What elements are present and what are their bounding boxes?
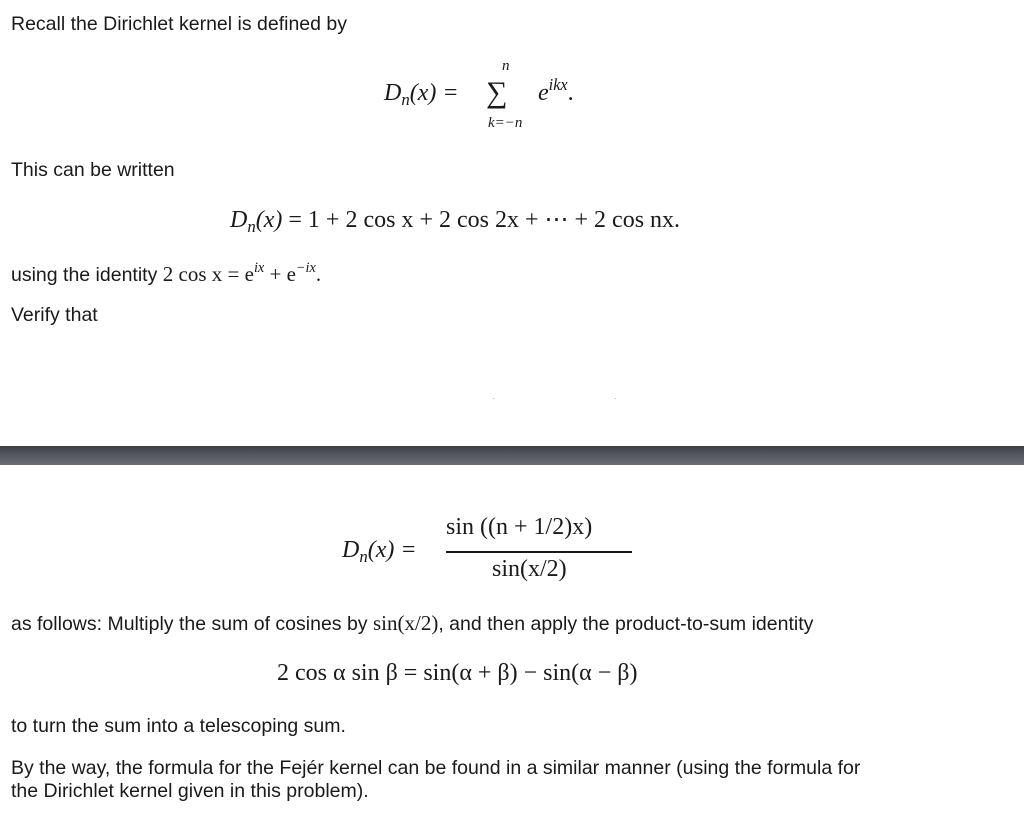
identity-text: using the identity 2 $\cos x = e^{ix} + e^{-ix}$. (11, 260, 322, 286)
product-to-sum-equation: 2 cos α sin β = sin(α + β) − sin(α − β) (277, 660, 638, 686)
sum-upper-limit: n (502, 58, 510, 74)
closed-form-lhs: $D_n(x)$ = (342, 537, 417, 567)
fejer-text-line1: By the way, the formula for the Fejér kernel can be found in a similar manner (using the formula for (11, 757, 861, 779)
scan-dot (615, 398, 616, 399)
closed-form-equation (342, 512, 642, 592)
fraction-denominator: sin(x/2) (492, 556, 567, 582)
fejer-text-line2: the Dirichlet kernel given in this problem). (11, 780, 369, 802)
fraction-numerator: sin ((n + 1/2)x) (446, 514, 593, 540)
written-text: This can be written (11, 159, 175, 181)
page-divider (0, 446, 1024, 465)
fraction-bar (446, 551, 632, 553)
intro-text: Recall the Dirichlet kernel is defined by (11, 13, 347, 35)
dirichlet-definition-equation (384, 58, 604, 134)
sum-lower-limit: k=−n (488, 115, 523, 131)
cosine-sum-equation: $D_n(x) = 1 + 2$ cos x + 2 cos 2x + ⋯ + 2 cos nx. (230, 207, 681, 237)
sum-symbol: ∑ (486, 76, 508, 109)
telescoping-text: to turn the sum into a telescoping sum. (11, 715, 346, 737)
scan-dot (493, 398, 494, 399)
cosine-sum-rhs: = 1 + 2 cos x + 2 cos 2x + ⋯ + 2 cos nx. (288, 207, 681, 233)
identity-math: 2 $\cos x = e^{ix} + e^{-ix}$. (162, 260, 322, 286)
sum-term: $e^{ikx}$. (538, 74, 574, 106)
method-text: as follows: Multiply the sum of cosines by sin(x/2), and then apply the product-to-sum identity (11, 611, 814, 635)
multiplier-math: sin(x/2) (372, 611, 439, 635)
dirichlet-lhs: $D_n(x)$ = (384, 80, 459, 110)
verify-text: Verify that (11, 304, 98, 326)
